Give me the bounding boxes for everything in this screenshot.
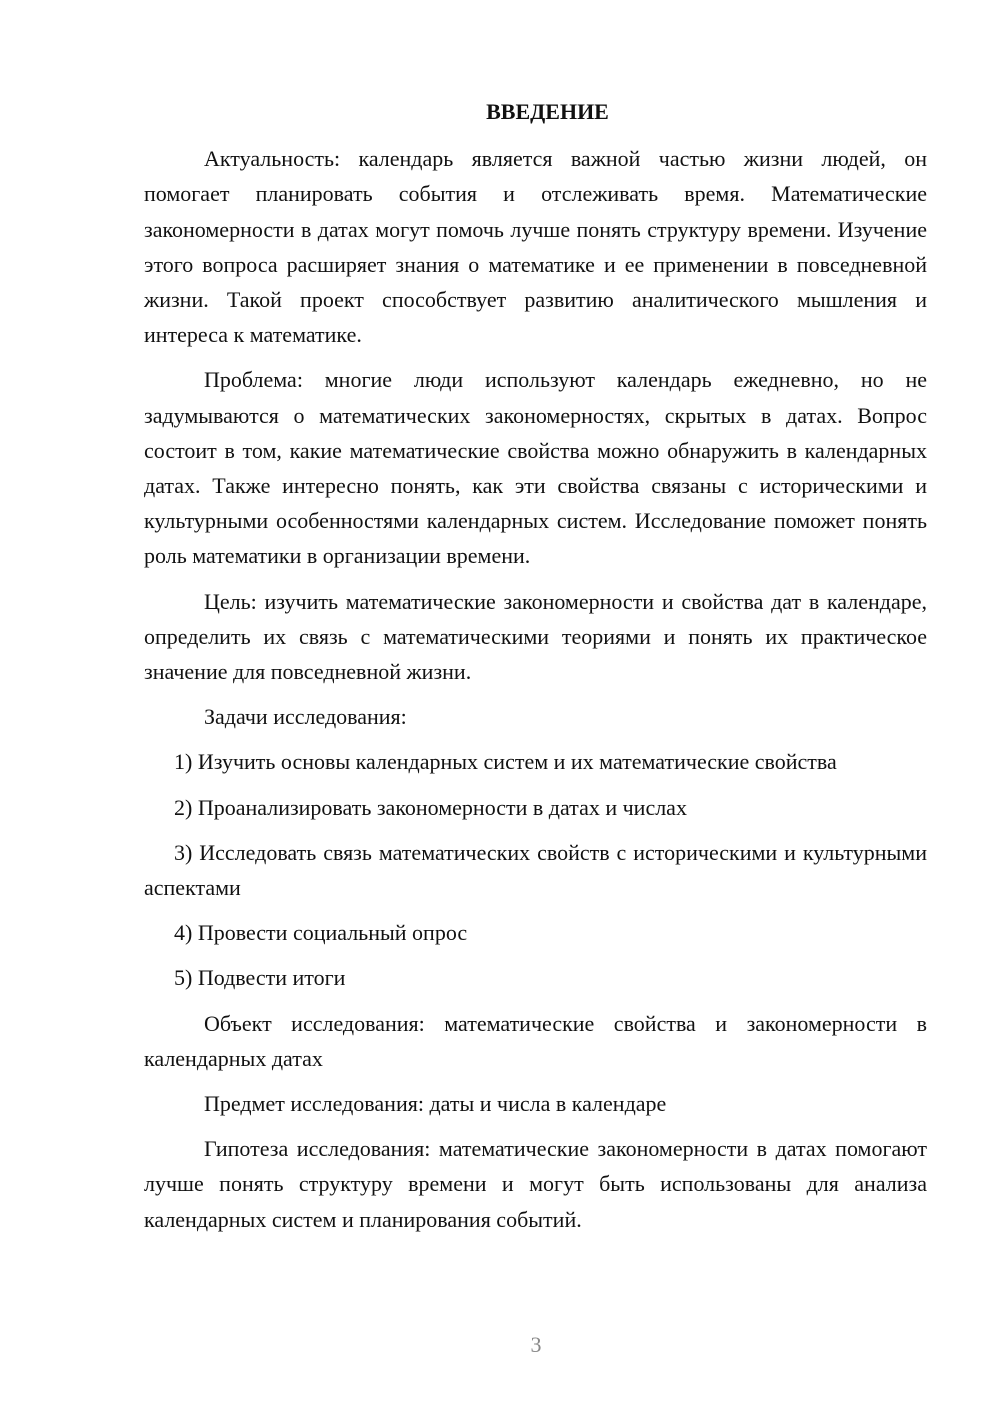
goal-paragraph: Цель: изучить математические закономерности и свойства дат в календаре, определить их связь с математическими теориями и понять их практическое значение для повседневной жизни. (144, 588, 927, 685)
task-item-2: 2) Проанализировать закономерности в датах и числах (174, 794, 687, 820)
tasks-title: Задачи исследования: (204, 704, 407, 730)
task-item-1: 1) Изучить основы календарных систем и их математические свойства (174, 749, 837, 775)
problem-paragraph: Проблема: многие люди используют календарь ежедневно, но не задумываются о математических закономерностях, скрытых в датах. Вопрос состоит в том, какие математические свойства можно обнаружить в календарных датах. Также интересно понять, как эти свойства связаны с историческими и культурными особенностями календарных систем. Исследование поможет понять роль математики в организации времени. (144, 367, 927, 569)
task-item-4: 4) Провести социальный опрос (174, 920, 468, 946)
task-item-3: 3) Исследовать связь математических свойств с историческими и культурными аспектами (144, 839, 927, 901)
page-number: 3 (530, 1332, 542, 1357)
task-item-5: 5) Подвести итоги (174, 965, 346, 991)
page-title: ВВЕДЕНИЕ (486, 99, 609, 124)
subject-paragraph: Предмет исследования: даты и числа в календаре (204, 1091, 667, 1117)
object-paragraph: Объект исследования: математические свойства и закономерности в календарных датах (144, 1010, 927, 1071)
hypothesis-paragraph: Гипотеза исследования: математические закономерности в датах помогают лучше понять структуру времени и могут быть использованы для анализа календарных систем и планирования событий. (144, 1136, 927, 1232)
relevance-paragraph: Актуальность: календарь является важной частью жизни людей, он помогает планировать события и отслеживать время. Математические закономерности в датах могут помочь лучше понять структуру времени. Изучение этого вопроса расширяет знания о математике и ее применении в повседневной жизни. Такой проект способствует развитию аналитического мышления и интереса к математике. (144, 146, 927, 348)
page-content (144, 94, 927, 1247)
